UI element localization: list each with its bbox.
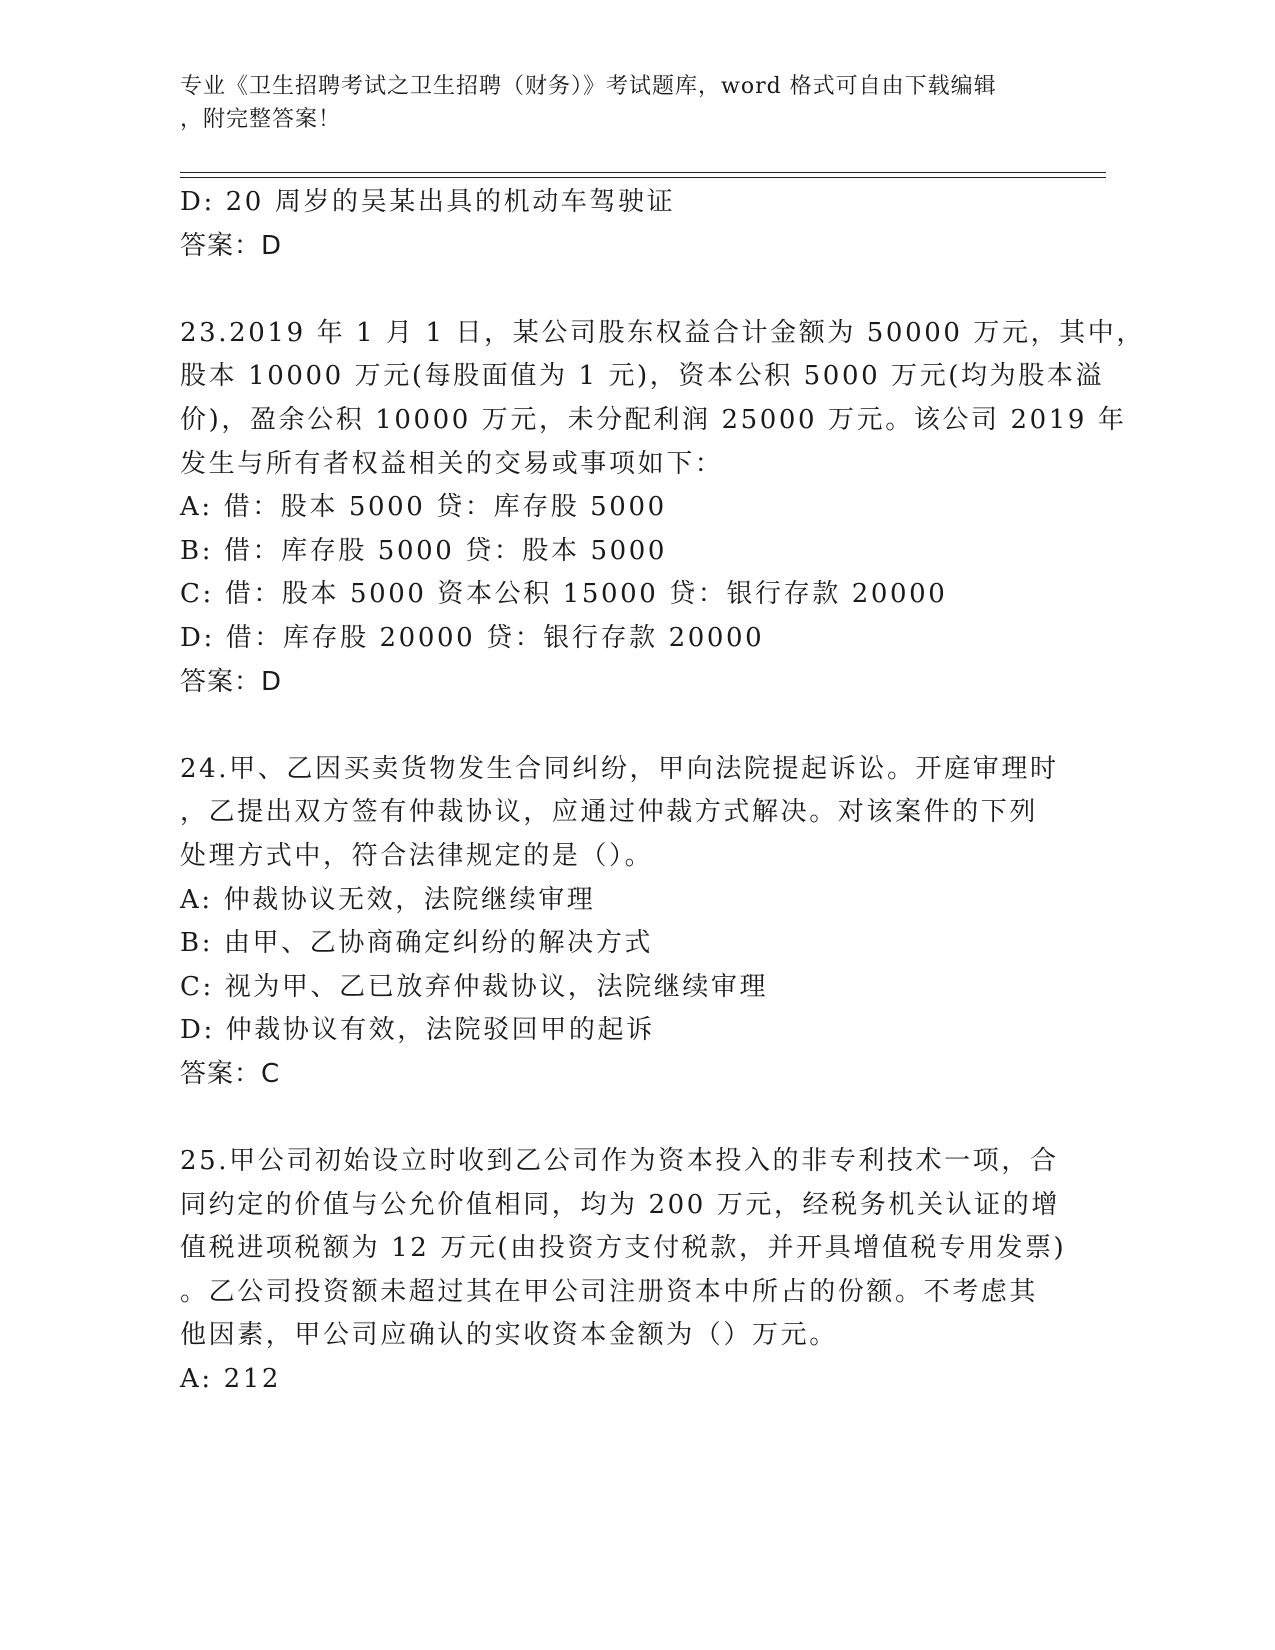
question-24 bbox=[180, 748, 1059, 1097]
question-25 bbox=[180, 1140, 1067, 1402]
option-d: D: 借：库存股 20000 贷：银行存款 20000 bbox=[180, 622, 765, 653]
question-spacer bbox=[180, 704, 1050, 748]
question-stem-line: 25.甲公司初始设立时收到乙公司作为资本投入的非专利技术一项，合 bbox=[180, 1146, 1059, 1177]
page-header bbox=[180, 70, 1060, 136]
question-stem-line: 他因素，甲公司应确认的实收资本金额为（）万元。 bbox=[180, 1320, 838, 1351]
header-divider-top bbox=[180, 172, 1106, 173]
question-stem-line: 同约定的价值与公允价值相同，均为 200 万元，经税务机关认证的增 bbox=[180, 1189, 1060, 1220]
header-divider-bottom bbox=[180, 177, 1106, 178]
option-c: C: 视为甲、乙已放弃仲裁协议，法院继续审理 bbox=[180, 971, 769, 1002]
option-b: B: 由甲、乙协商确定纠纷的解决方式 bbox=[180, 928, 653, 959]
question-stem-line: 价)，盈余公积 10000 万元，未分配利润 25000 万元。该公司 2019 年 bbox=[180, 404, 1127, 435]
question-spacer bbox=[180, 268, 1050, 312]
document-body bbox=[180, 181, 1145, 1402]
header-title-line-2: ，附完整答案！ bbox=[180, 107, 342, 132]
question-23 bbox=[180, 312, 1145, 704]
header-title-line-1: 专业《卫生招聘考试之卫生招聘（财务）》考试题库，word 格式可自由下载编辑 bbox=[180, 74, 997, 99]
option-b: B: 借：库存股 5000 贷：股本 5000 bbox=[180, 535, 668, 566]
option-a: A: 212 bbox=[180, 1364, 282, 1395]
option-a: A: 借：股本 5000 贷：库存股 5000 bbox=[180, 492, 667, 523]
answer-line: 答案：D bbox=[180, 666, 283, 697]
question-stem-line: 值税进项税额为 12 万元(由投资方支付税款，并开具增值税专用发票) bbox=[180, 1233, 1067, 1264]
question-stem-line: 处理方式中，符合法律规定的是（）。 bbox=[180, 840, 654, 871]
question-stem-line: 股本 10000 万元(每股面值为 1 元)，资本公积 5000 万元(均为股本溢 bbox=[180, 361, 1105, 392]
option-d: D: 仲裁协议有效，法院驳回甲的起诉 bbox=[180, 1015, 655, 1046]
answer-line: 答案：D bbox=[180, 230, 283, 261]
option-d: D: 20 周岁的吴某出具的机动车驾驶证 bbox=[180, 187, 676, 217]
answer-line: 答案：C bbox=[180, 1058, 281, 1089]
option-a: A: 仲裁协议无效，法院继续审理 bbox=[180, 884, 596, 915]
question-stem-line: 23.2019 年 1 月 1 日，某公司股东权益合计金额为 50000 万元，其中， bbox=[180, 317, 1145, 348]
question-stem-line: 24.甲、乙因买卖货物发生合同纠纷，甲向法院提起诉讼。开庭审理时 bbox=[180, 753, 1059, 784]
question-stem-line: 。乙公司投资额未超过其在甲公司注册资本中所占的份额。不考虑其 bbox=[180, 1276, 1039, 1307]
question-stem-line: 发生与所有者权益相关的交易或事项如下： bbox=[180, 448, 724, 479]
question-stem-line: ，乙提出双方签有仲裁协议，应通过仲裁方式解决。对该案件的下列 bbox=[180, 797, 1039, 828]
question-spacer bbox=[180, 1096, 1050, 1140]
option-c: C: 借：股本 5000 资本公积 15000 贷：银行存款 20000 bbox=[180, 579, 948, 610]
